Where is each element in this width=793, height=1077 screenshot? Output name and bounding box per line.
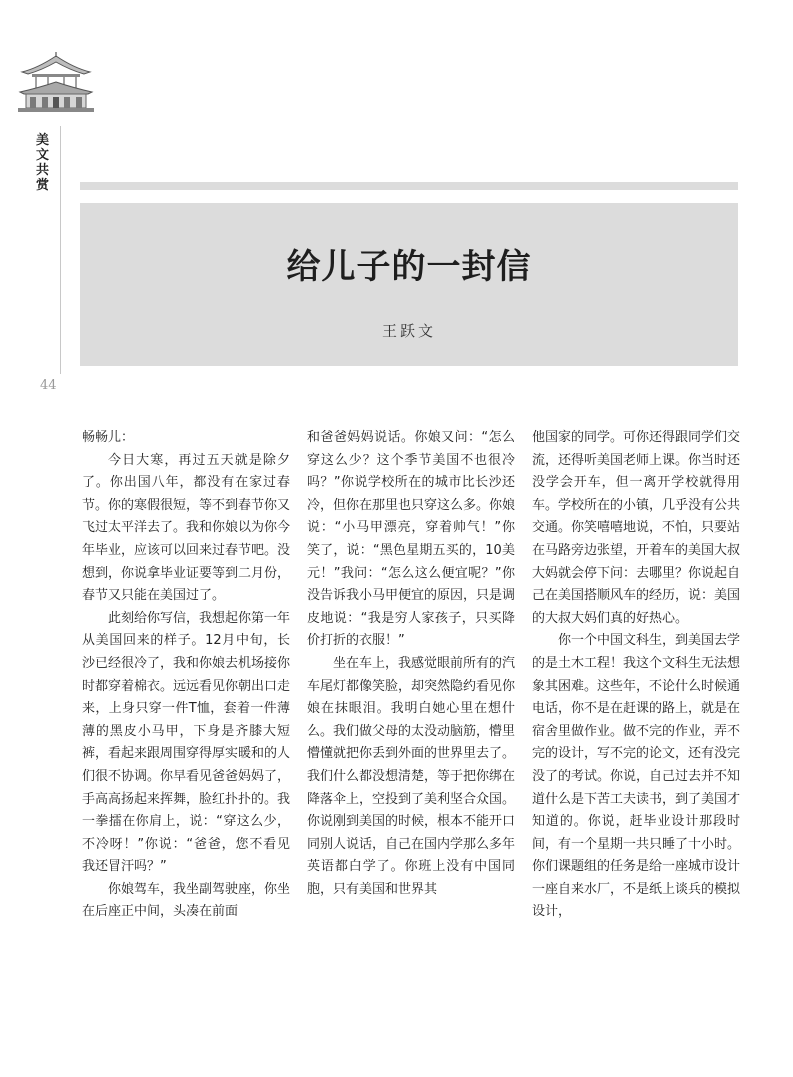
article-title: 给儿子的一封信 [286, 247, 532, 287]
paragraph-continued: 和爸爸妈妈说话。你娘又问：“怎么穿这么少？这个季节美国不也很冷吗？”你说学校所在的城市比长沙还冷，但你在那里也只穿这么多。你娘说：“小马甲漂亮，穿着帅气！”你笑了，说：“黑色星期五买的，10美元！”我问：“怎么这么便宜呢？”你没告诉我小马甲便宜的原因，只是调皮地说：“我是穷人家孩子，只买降价打折的衣服！” [307, 430, 516, 649]
title-box [80, 203, 738, 366]
paragraph: 你一个中国文科生，到美国去学的是土木工程！我这个文科生无法想象其困难。这些年，不论什么时候通电话，你不是在赶课的路上，就是在宿舍里做作业。做不完的作业，弄不完的设计，写不完的论文，还有没完没了的考试。你说，自己过去并不知道什么是下苦工夫读书，到了美国才知道的。你说，赶毕业设计那段时间，有一个星期一共只睡了十小时。你们课题组的任务是给一座城市设计一座自来水厂，不是纸上谈兵的模拟设计， [532, 633, 741, 920]
text-column-3 [532, 427, 740, 924]
salutation: 畅畅儿： [82, 430, 135, 445]
title-top-bar [80, 182, 738, 190]
paragraph: 你娘驾车，我坐副驾驶座，你坐在后座正中间，头凑在前面 [82, 881, 291, 920]
page-number: 44 [40, 378, 57, 393]
paragraph: 此刻给你写信，我想起你第一年从美国回来的样子。12月中旬，长沙已经很冷了，我和你娘去机场接你时都穿着棉衣。远远看见你朝出口走来，上身只穿一件T恤，套着一件薄薄的黑皮小马甲，下身是齐膝大短裤，看起来跟周围穿得厚实暖和的人们很不协调。你早看见爸爸妈妈了，手高高扬起来挥舞，脸红扑扑的。我一拳擂在你肩上，说：“穿这么少，不冷呀！”你说：“爸爸，您不看见我还冒汗吗？” [82, 610, 291, 875]
paragraph: 今日大寒，再过五天就是除夕了。你出国八年，都没有在家过春节。你的寒假很短，等不到春节你又飞过太平洋去了。我和你娘以为你今年毕业，应该可以回来过春节吧。没想到，你说拿毕业证要等到二月份，春节又只能在美国过了。 [82, 452, 291, 604]
paragraph-continued: 他国家的同学。可你还得跟同学们交流，还得听美国老师上课。你当时还没学会开车，但一离开学校就得用车。学校所在的小镇，几乎没有公共交通。你笑嘻嘻地说，不怕，只要站在马路旁边张望，开着车的美国大叔大妈就会停下问：去哪里？你说起自己在美国搭顺风车的经历，说：美国的大叔大妈们真的好热心。 [532, 430, 741, 626]
margin-divider [60, 126, 61, 374]
article-author: 王跃文 [381, 322, 436, 340]
paragraph: 坐在车上，我感觉眼前所有的汽车尾灯都像笑脸，却突然隐约看见你娘在抹眼泪。我明白她心里在想什么。我们做父母的太没动脑筋，懵里懵懂就把你丢到外面的世界里去了。我们什么都没想清楚，等于把你绑在降落伞上，空投到了美利坚合众国。你说刚到美国的时候，根本不能开口同别人说话，自己在国内学那么多年英语都白学了。你班上没有中国同胞，只有美国和世界其 [307, 655, 516, 897]
text-column-2 [307, 427, 515, 901]
text-column-1 [82, 427, 290, 924]
pavilion-logo-icon [18, 50, 94, 116]
section-label: 美文共赏 [36, 133, 50, 193]
